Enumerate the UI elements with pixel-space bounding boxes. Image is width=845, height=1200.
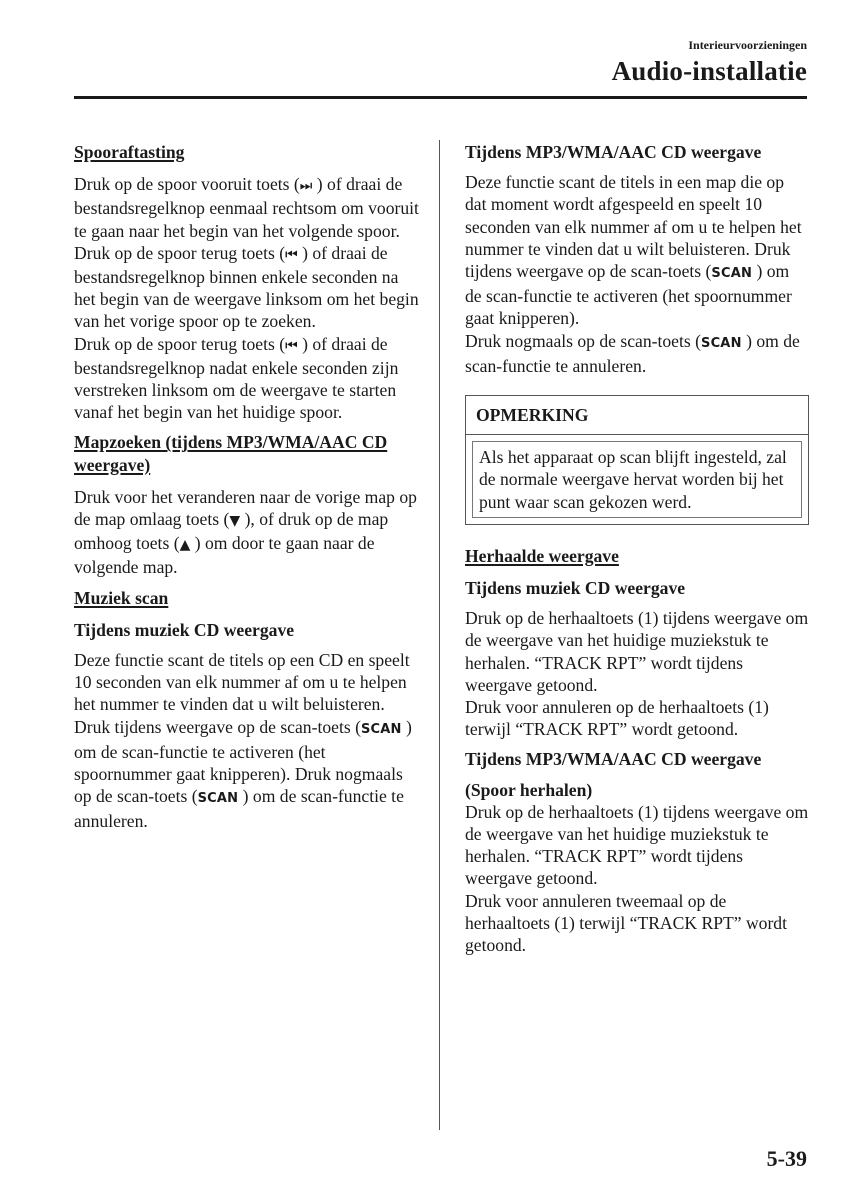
note-title: OPMERKING: [466, 396, 808, 435]
scan-key-label: SCAN: [711, 266, 753, 282]
scan-key-label: SCAN: [701, 335, 742, 351]
paragraph-scan-activate: Druk tijdens weergave op de scan-toets (SCAN ) om de scan-functie te activeren (het spoornummer gaat knipperen). Druk nogmaals op de scan-toets (SCAN ) om de scan-functie te annuleren.: [74, 716, 412, 832]
subheading-mp3-scan: Tijdens MP3/WMA/AAC CD weergave: [465, 142, 762, 162]
track-forward-icon: ⏭: [299, 178, 313, 195]
page-number: 5-39: [766, 1146, 807, 1171]
note-body: Als het apparaat op scan blijft ingesteld, zal de normale weergave hervat worden bij het punt waar scan gekozen werd.: [472, 441, 802, 518]
paragraph-track-back: Druk op de spoor terug toets (⏮ ) of draai de bestandsregelknop binnen enkele seconden na het begin van de weergave linksom om het begin van het vorige spoor op te zoeken.: [74, 242, 419, 332]
page-title: Audio-installatie: [611, 56, 807, 86]
folder-down-icon: ▼: [229, 513, 241, 530]
heading-mapzoeken: Mapzoeken (tijdens MP3/WMA/AAC CD weergave): [74, 432, 388, 475]
heading-muziek-scan: Muziek scan: [74, 587, 169, 608]
paragraph-repeat-on: Druk op de herhaaltoets (1) tijdens weergave om de weergave van het huidige muziekstuk te herhalen. “TRACK RPT” wordt tijdens weergave getoond.: [465, 608, 809, 695]
subheading-music-cd-repeat: Tijdens muziek CD weergave: [465, 578, 686, 599]
heading-spooraftasting: Spooraftasting: [74, 142, 185, 162]
paragraph-mp3-repeat-on: Druk op de herhaaltoets (1) tijdens weergave om de weergave van het huidige muziekstuk te herhalen. “TRACK RPT” wordt tijdens weergave getoond.: [465, 801, 809, 889]
right-column: [465, 141, 809, 956]
track-back-icon: ⏮: [285, 246, 298, 263]
paragraph-mp3-repeat-off: Druk voor annuleren tweemaal op de herhaaltoets (1) terwijl “TRACK RPT” wordt getoond.: [465, 890, 787, 956]
subheading-music-cd: Tijdens muziek CD weergave: [74, 619, 295, 640]
paragraph-mp3-scan-cancel: Druk nogmaals op de scan-toets (SCAN ) om de scan-functie te annuleren.: [465, 330, 800, 376]
note-box: [465, 395, 809, 525]
section-label: Interieurvoorzieningen: [688, 38, 807, 52]
column-divider: [439, 140, 440, 1130]
folder-up-icon: ▲: [179, 537, 191, 554]
heading-herhaalde-weergave: Herhaalde weergave: [465, 545, 619, 566]
subheading-track-repeat: (Spoor herhalen): [465, 779, 593, 800]
paragraph-track-forward: Druk op de spoor vooruit toets (⏭ ) of draai de bestandsregelknop eenmaal rechtsom om vooruit te gaan naar het begin van het volgende spoor.: [74, 174, 419, 241]
paragraph-scan-intro: Deze functie scant de titels op een CD en speelt 10 seconden van elk nummer af om u te helpen het nummer te vinden dat u wilt beluisteren.: [74, 650, 410, 715]
paragraph-mp3-scan: Deze functie scant de titels in een map die op dat moment wordt afgespeeld en speelt 10 seconden van elk nummer af om u te helpen het nummer te vinden dat u wilt beluisteren. Druk tijdens weergave op de scan-toets (SCAN ) om de scan-functie te activeren (het spoornummer gaat knipperen).: [465, 172, 802, 329]
track-back-icon: ⏮: [285, 337, 298, 354]
paragraph-track-restart: Druk op de spoor terug toets (⏮ ) of draai de bestandsregelknop nadat enkele seconden zijn verstreken linksom om de weergave te starten vanaf het begin van het huidige spoor.: [74, 333, 399, 423]
subheading-mp3-repeat: Tijdens MP3/WMA/AAC CD weergave: [465, 749, 762, 770]
paragraph-repeat-off: Druk voor annuleren op de herhaaltoets (1) terwijl “TRACK RPT” wordt getoond.: [465, 697, 769, 740]
header-rule: [74, 96, 807, 99]
scan-key-label: SCAN: [197, 791, 239, 807]
scan-key-label: SCAN: [360, 721, 402, 737]
paragraph-folder-search: Druk voor het veranderen naar de vorige map op de map omlaag toets (▼ ), of druk op de map omhoog toets (▲ ) om door te gaan naar de volgende map.: [74, 486, 417, 578]
left-column: [74, 141, 422, 833]
